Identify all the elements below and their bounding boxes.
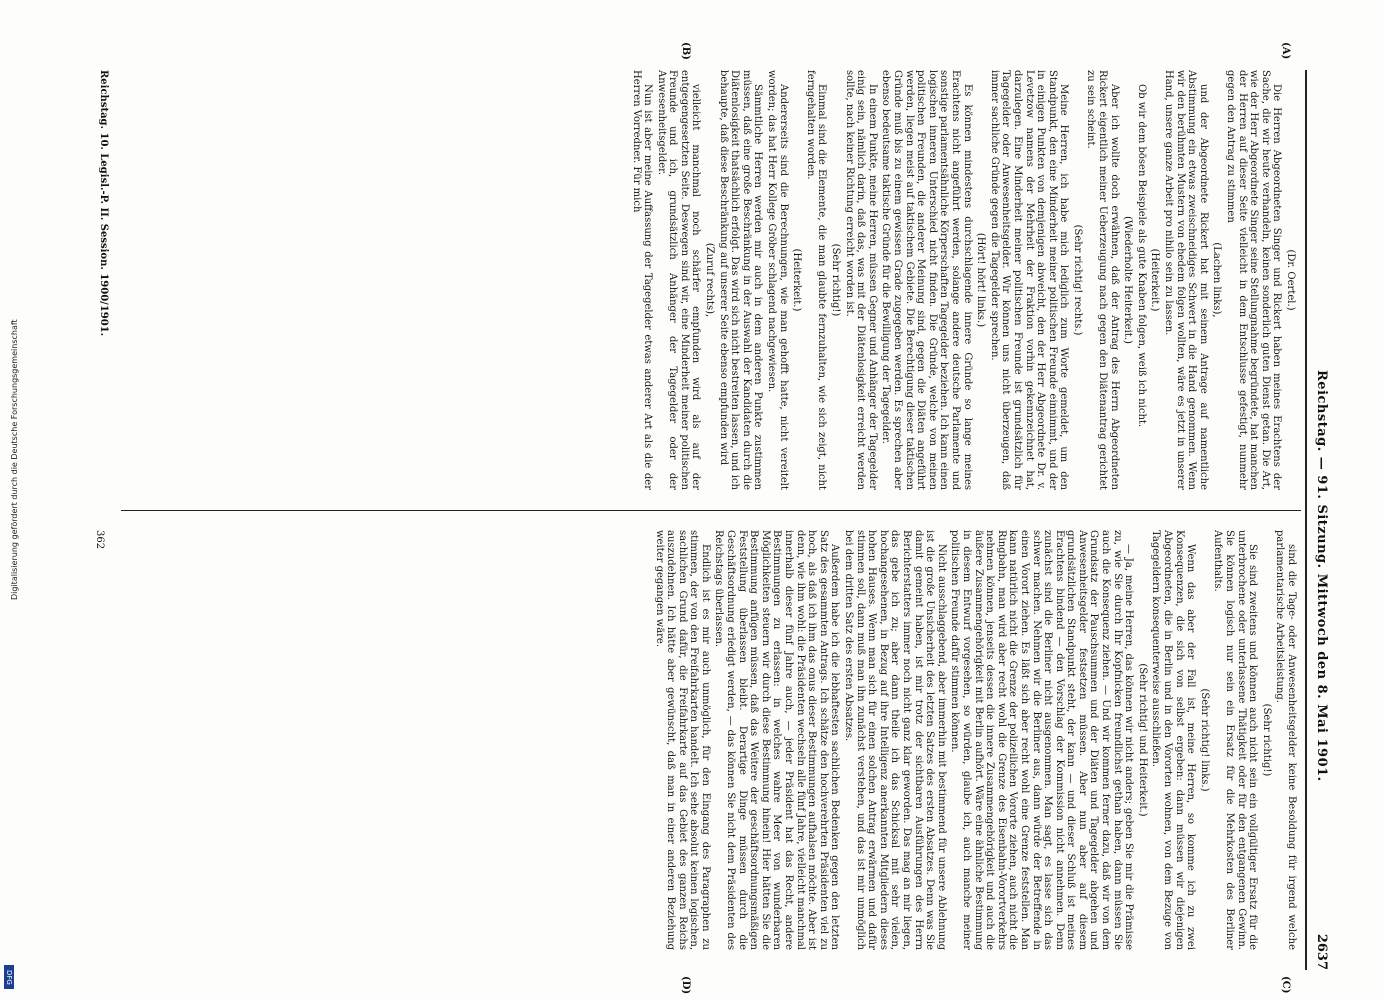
paragraph: Sämmtliche Herren werden mir auch in dem anderen Punkte zustimmen müssen, daß eine große Beschränkung in der Auswahl der Kandidaten durch die Diätenlosigkeit thatsächlich erfolgt. Das wird sich nicht bestreiten lassen, und ich behaupte, daß diese Beschränkung auf unserer Seite ebenso empfunden wird xyxy=(717,70,764,490)
page-number: 2637 xyxy=(1314,933,1329,970)
paragraph: Endlich ist es mir auch unmöglich, für den Eingang des Paragraphen zu stimmen, der von den Freifahrkarten handelt. Ich sehe absolut keinen logischen, sachlichen Grund dafür, die Freifahrkarte auf das Gebiet des ganzen Reichs auszudehnen. Ich hätte aber gewünscht, daß man in einer anderen Beziehung weiter gegangen wäre. xyxy=(653,530,711,950)
paragraph: vielleicht manchmal noch schärfer empfunden wird als auf der entgegengesetzten Seite. Deswegen sind wir, eine Minderheit meiner politischen Freunde und ich, grundsätzlich Anhänger der Tagegelder oder der Anwesenheitsgelder. xyxy=(655,70,702,490)
paragraph: Die Herren Abgeordneten Singer und Rickert haben meines Erachtens der Sache, die wir heute verhandeln, keinen sonderlich guten Dienst getan. Die Art, wie der Herr Abgeordnete Singer seine Stellungnahme begründete, hat manchen der Herren auf dieser Seite vielleicht in dem Entschlusse gefestigt, nunmehr gegen den Antrag zu stimmen xyxy=(1225,70,1283,490)
paragraph: Sie sind zweitens und können auch nicht sein ein vollgültiger Ersatz für die unterbrochene oder unterlassene Thätigkeit oder für den entgangenen Gewinn. Sie können logisch nur sein ein Ersatz für die Mehrkosten des Berliner Aufenthalts. xyxy=(1212,530,1259,950)
paragraph: — Ja, meine Herren, das können wir nicht anders; geben Sie mir die Prämisse zu, wie Sie durch Ihr Kopfnicken freundlichst gethan haben, dann müssen Sie auch die Konsequenz ziehen. — Und wir kommen ferner dazu, daß wir von dem Grundsatz der Pauschsummen und der Diäten und Tagegelder abgehen und Anwesenheitsgelder festsetzen müssen. Aber nun aber auf diesem grundsätzlichen Standpunkt steht, der kann — und dieser Schluß ist meines Erachtens bindend — den Vorschlag der Kommission nicht annehmen. Denn zunächst sind die Berliner nicht ausgenommen. Man sagt, es lasse sich das schwer machen. Nehmen wir die Berliner aus, dann würde der Betreffende in einen Vorort ziehen. Es läßt sich aber recht wohl eine Grenze feststellen. Man kann natürlich nicht die Grenze der polizeilichen Vororte ziehen, auch nicht die Ringbahn, man wird aber recht wohl die Grenze des Eisenbahn-Vorortverkehrs nehmen können, jenseits dessen die innere Zusammengehörigkeit und auch die äußere Zusammengehörigkeit mit Berlin aufhört. Wäre eine ähnliche Bestimmung in diesem Entwurf vorgesehen, so würden, glaube ich, auch manche meiner politischen Freunde dafür stimmen können. xyxy=(949,530,1135,950)
paragraph: (Hört! hört! links.) xyxy=(975,232,987,328)
paragraph: (Heiterkeit.) xyxy=(1149,248,1161,312)
paragraph: Andererseits sind die Berechnungen, wie man gehofft hatte, nicht vereitelt worden; das hat Herr Kollege Gröber schlagend nachgewiesen. xyxy=(766,70,789,490)
footer-citation: Reichstag. 10. Legisl.-P. II. Session. 1900/1901. xyxy=(98,70,109,337)
page-footer xyxy=(94,70,109,550)
paragraph: (Wiederholte Heiterkeit.) xyxy=(1122,216,1134,344)
paragraph: (Heiterkeit.) xyxy=(791,248,803,312)
left-column xyxy=(628,70,1297,490)
paragraph: Außerdem habe ich die lebhaftesten sachlichen Bedenken gegen den letzten Satz des gesammten Antrags. Ich schätze den hochverehrten Präsidenten viel zu hoch, als daß ich ihm das onus dieser Bestimmungen aufhalsen möchte. Aber ist denn, wie ihm wohl: die Präsidenten wechseln alle fünf Jahre, vielleicht manchmal innerhalb dieser fünf Jahre auch, — jeder Präsident hat das Recht, andere Bestimmungen zu erlassen: in welches wahre Meer von wunderbaren Möglichkeiten steuern wir durch diese Bestimmung hinein! Hier hätten Sie die Bestimmung anfügen müssen, daß das Weitere der geschäftsordnungsmäßigen Feststellung überlassen bleibt. Derartige Dinge müssen durch die Geschäftsordnung erledigt werden, — das können Sie nicht dem Präsidenten des Reichstags überlassen. xyxy=(713,530,841,950)
right-column xyxy=(651,530,1297,950)
digitization-note: Digitalisierung gefördert durch die Deutsche Forschungsgemeinschaft xyxy=(10,319,19,600)
paragraph: (Sehr richtig!) xyxy=(1260,703,1272,777)
paragraph: sind die Tage- oder Anwesenheitsgelder keine Besoldung für irgend welche parlamentarische Arbeitsleistung. xyxy=(1274,530,1297,950)
paragraph: Es können mindestens durchschlagende innere Gründe so lange meines Erachtens nicht angeführt werden, solange andere deutsche Parlamente und sonstige parlamentsähnliche Körperschaften Tagegelder beziehen. Ich kann einen logischen inneren Unterschied nicht finden. Die Gründe, welche von meinen politischen Freunden, die anderer Meinung sind, gegen die Diäten angeführt werden, liegen meist auf taktischem Gebiete. Die Berechtigung dieser taktischen Gründe muß bis zu einem gewissen Grade zugegeben werden. Es sprechen aber ebenso bedeutsame taktische Gründe für die Bewilligung der Tagegelder. xyxy=(880,70,973,490)
page-header xyxy=(1305,70,1331,970)
paragraph: Einmal sind die Elemente, die man glaubte fernzuhalten, wie sich zeigt, nicht ferngehalten worden. xyxy=(804,70,828,490)
paragraph: Wenn das aber der Fall ist, meine Herren, so komme ich zu zwei Konsequenzen, die sich von selbst ergeben: dann müssen wir diejenigen Abgeordneten, die in Berlin und in den Vororten wohnen, von dem Bezuge von Tagegeldern konsequenterweise ausschließen. xyxy=(1150,530,1197,950)
paragraph: (Sehr richtig! und Heiterkeit.) xyxy=(1136,663,1148,817)
signature-mark: 362 xyxy=(94,530,105,550)
paragraph: (Sehr richtig!) xyxy=(830,243,842,317)
column-divider xyxy=(121,510,1301,511)
paragraph: Nun ist aber meine Auffassung der Tagegelder etwas anderer Art als die der Herren Vorredner. Für mich xyxy=(630,70,654,490)
margin-marker-c: (C) xyxy=(1280,976,1291,994)
paragraph: In einem Punkte, meine Herren, müssen Gegner und Anhänger der Tagegelder einig sein, nämlich darin, daß das, was mit der Diätenlosigkeit erreicht werden sollte, nach keiner Richtung erreicht worden ist. xyxy=(843,70,878,490)
paragraph: (Sehr richtig! rechts.) xyxy=(1071,224,1083,336)
paragraph: Ob wir dem bösen Beispiele als gute Knaben folgen, weiß ich nicht. xyxy=(1135,84,1147,428)
paragraph: (Zuruf rechts), xyxy=(704,242,716,318)
margin-marker-d: (D) xyxy=(680,976,691,995)
margin-marker-b: (B) xyxy=(680,42,691,60)
dfg-logo: DFG xyxy=(4,965,14,989)
header-rule xyxy=(1305,70,1307,970)
paragraph: Meine Herren, ich habe mich lediglich zum Worte gemeldet, um den Standpunkt, den eine Minderheit meiner politischen Freunde einnimmt, und der in einigen Punkten von demjenigen abweicht, den der Herr Abgeordnete Dr. v. Levetzow namens der Mehrheit der Fraktion vorhin gekennzeichnet hat, darzulegen. Eine Minderheit meiner politischen Freunde ist grundsätzlich für Tagegelder oder Anwesenheitsgelder. Wir können uns nicht überzeugen, daß immer sachliche Gründe gegen die Tagegelder sprechen. xyxy=(988,70,1070,490)
page-title: Reichstag. — 91. Sitzung. Mittwoch den 8. Mai 1901. xyxy=(1314,370,1329,782)
paragraph: (Lachen links), xyxy=(1211,242,1223,318)
paragraph: (Sehr richtig! links.) xyxy=(1198,688,1210,792)
paragraph: Aber ich wollte doch erwähnen, daß der Antrag des Herrn Abgeordneten Rickert eigentlich meiner Ueberzeugung nach gegen den Diätenantrag gerichtet zu sein scheint. xyxy=(1085,70,1120,490)
rotated-page xyxy=(81,42,1331,995)
margin-marker-a: (A) xyxy=(1280,42,1291,60)
speaker-label: (Dr. Oertel.) xyxy=(1285,249,1296,311)
paragraph: Nicht ausschlaggebend, aber immerhin mit bestimmend für unsere Ablehnung ist die große Unsicherheit des letzten Satzes des ersten Absatzes. Denn was Sie damit gemeint haben, ist mir trotz der sichtbaren Ausführungen des Herrn Berichterstatters immer noch nicht ganz klar geworden. Das mag an mir liegen, das gebe ich zu; aber dann theile ich das Schicksal mit sehr vielen, hochangesehenen, in Bezug auf ihre Intelligenz anerkannten Mitgliedern dieses hohen Hauses. Wenn man sich für einen solchen Antrag erwärmen und dafür stimmen soll, dann muß man ihn zunächst verstehen, und das ist mir unmöglich bei dem dritten Satz des ersten Absatzes. xyxy=(843,530,947,950)
paragraph: und der Abgeordnete Rickert hat mit seinem Antrage auf namentliche Abstimmung ein etwas zweischneidiges Schwert in die Hand genommen. Wenn wir den berühmten Mustern von ehedem folgen wollten, wäre es jetzt in unserer Hand, unsere ganze Arbeit pro nihilo sein zu lassen. xyxy=(1163,70,1209,490)
